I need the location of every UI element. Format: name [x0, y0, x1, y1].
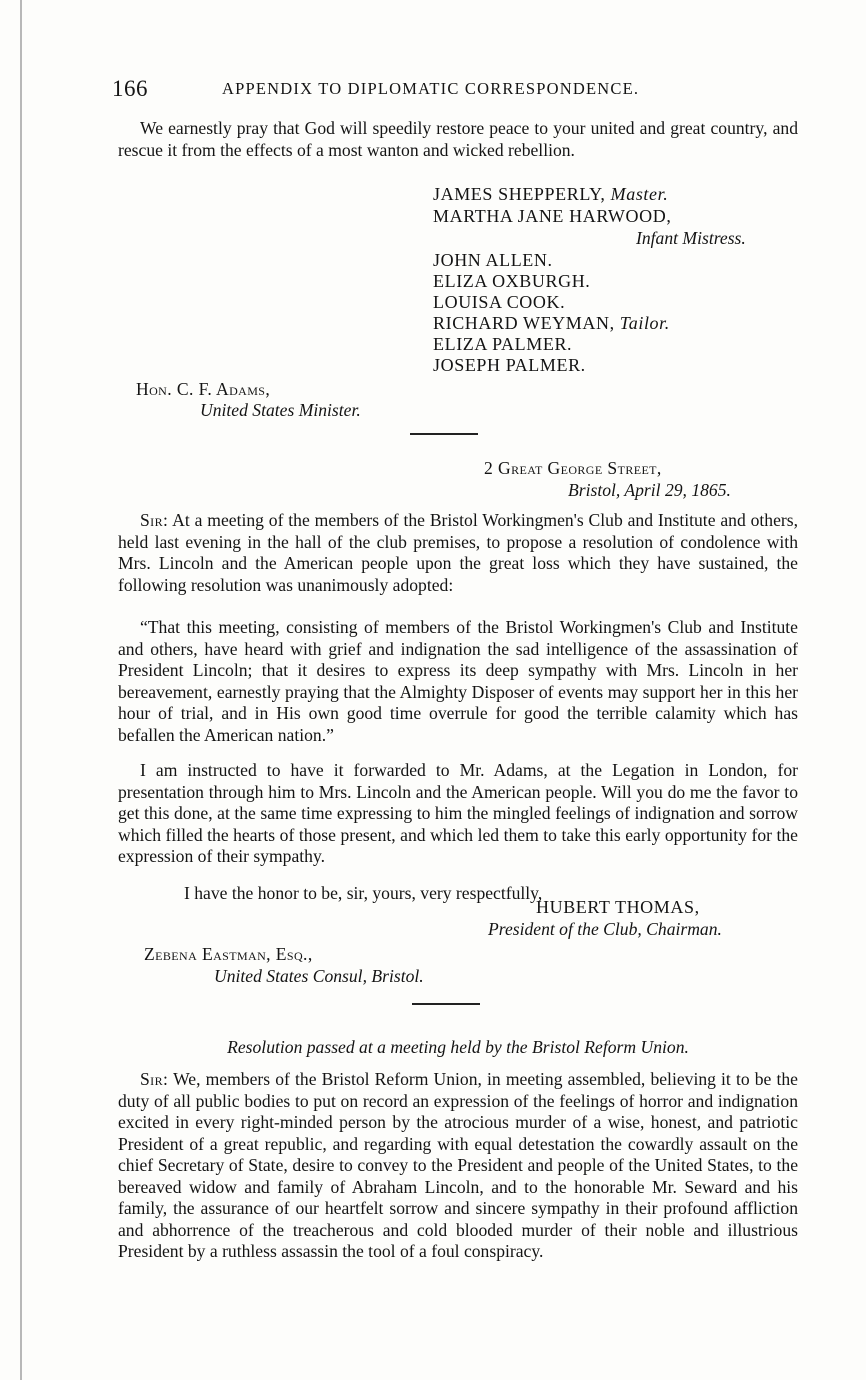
letter1-addressee-title: United States Minister.	[200, 400, 361, 420]
signatory-3: JOHN ALLEN.	[433, 250, 553, 270]
resolution-body: Sir: We, members of the Bristol Reform Union, in meeting assembled, believing it to be the duty of all public bodies to put on record an expression of the feelings of horror and indignation excited in every right-minded person by the atrocious murder of a wise, honest, and patriotic President of a great republic, and regarding with equal detestation the cowardly assault on the chief Secretary of State, desire to convey to the President and people of the United States, to the bereaved widow and family of Abraham Lincoln, and to the honorable Mr. Seward and his family, the assurance of our heartfelt sorrow and sincere sympathy in their profound affliction and abhorrence of the treacherous and cold blooded murder of their noble and illustrious President by a ruthless assassin the tool of a foul conspiracy.	[118, 1069, 798, 1261]
letter2-date: Bristol, April 29, 1865.	[568, 480, 731, 500]
section-divider-2	[412, 1003, 480, 1005]
letter2-address: 2 Great George Street,	[484, 458, 662, 478]
signatory-6: RICHARD WEYMAN, Tailor.	[433, 313, 670, 333]
letter1-body: We earnestly pray that God will speedily restore peace to your united and great country, and rescue it from the effects of a most wanton and wicked rebellion.	[118, 118, 798, 160]
signatory-7: ELIZA PALMER.	[433, 334, 573, 354]
signatory-5: LOUISA COOK.	[433, 292, 566, 312]
letter2-addressee-name: Zebena Eastman, Esq.,	[144, 944, 313, 964]
signatory-4: ELIZA OXBURGH.	[433, 271, 591, 291]
resolution-heading: Resolution passed at a meeting held by the Bristol Reform Union.	[227, 1037, 689, 1057]
signatory-2: MARTHA JANE HARWOOD,	[433, 206, 672, 226]
letter2-signer-name: HUBERT THOMAS,	[536, 897, 700, 917]
section-divider	[410, 433, 478, 435]
signatory-2-role: Infant Mistress.	[636, 228, 746, 248]
running-header	[112, 76, 812, 106]
running-title: APPENDIX TO DIPLOMATIC CORRESPONDENCE.	[222, 79, 640, 98]
page-number: 166	[112, 76, 148, 101]
letter1-addressee-name: Hon. C. F. Adams,	[136, 379, 271, 399]
letter2-closing: I have the honor to be, sir, yours, very respectfully,	[184, 883, 543, 903]
signatory-1: JAMES SHEPPERLY, Master.	[433, 184, 669, 204]
letter2-resolution-quote: “That this meeting, consisting of members of the Bristol Workingmen's Club and Institute and others, have heard with grief and indignation the sad intelligence of the assassination of President Lincoln; that it desires to express its deep sympathy with Mrs. Lincoln in her bereavement, earnestly praying that the Almighty Disposer of events may support her in this her hour of trial, and in His own good time overrule for good the terrible calamity which has befallen the American nation.”	[118, 617, 798, 745]
letter2-addressee-title: United States Consul, Bristol.	[214, 966, 424, 986]
letter2-para3: I am instructed to have it forwarded to Mr. Adams, at the Legation in London, for presentation through him to Mrs. Lincoln and the American people. Will you do me the favor to get this done, at the same time expressing to him the mingled feelings of indignation and sorrow which filled the hearts of those present, and which led them to take this early opportunity for the expression of their sympathy.	[118, 760, 798, 866]
signatory-8: JOSEPH PALMER.	[433, 355, 586, 375]
letter2-signer-title: President of the Club, Chairman.	[488, 919, 722, 939]
letter2-para1: Sir: At a meeting of the members of the Bristol Workingmen's Club and Institute and others, held last evening in the hall of the club premises, to propose a resolution of condolence with Mrs. Lincoln and the American people upon the great loss which they have sustained, the following resolution was unanimously adopted:	[118, 510, 799, 595]
